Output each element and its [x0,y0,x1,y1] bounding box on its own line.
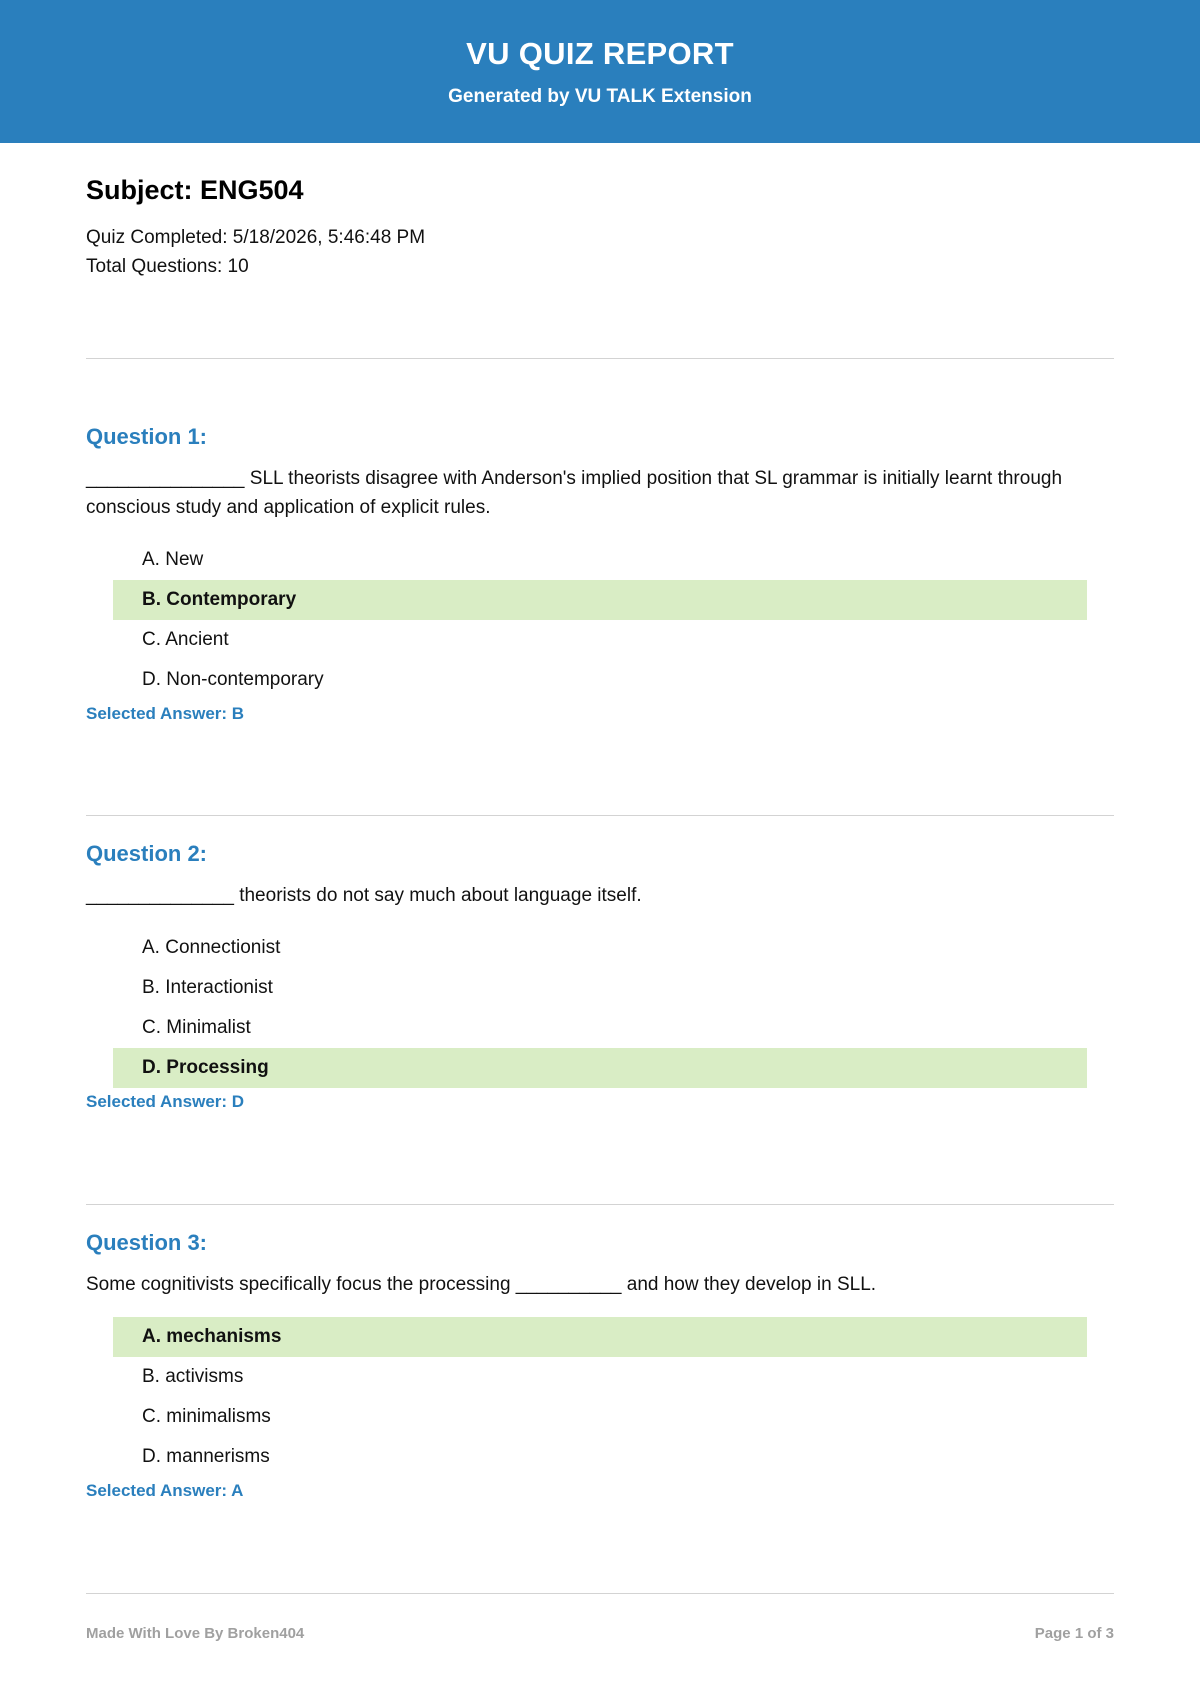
section-divider [86,1204,1114,1205]
option-item: C. minimalisms [142,1406,271,1427]
option-list [113,928,1087,1088]
question-title: Question 2: [86,841,208,866]
question-text: Some cognitivists specifically focus the processing __________ and how they develop in SLL. [86,1274,877,1295]
option-item-selected: D. Processing [113,1048,1087,1088]
option-item: C. Minimalist [142,1017,251,1038]
question-text: _______________ SLL theorists disagree with Anderson's implied position that SL grammar is initially learnt through conscious study and application of explicit rules. [86,468,1063,518]
total-questions-text: Total Questions: 10 [86,256,249,277]
selected-answer: Selected Answer: A [86,1481,244,1500]
report-title: VU QUIZ REPORT [466,36,734,71]
option-list [113,1317,1087,1477]
quiz-completed-text: Quiz Completed: 5/18/2026, 5:46:48 PM [86,227,426,248]
option-item-selected: A. mechanisms [113,1317,1087,1357]
option-item-selected: B. Contemporary [113,580,1087,620]
section-divider [86,815,1114,816]
option-item: A. Connectionist [142,937,281,958]
footer-credit: Made With Love By Broken404 [86,1625,305,1642]
question-block [86,839,1114,1114]
question-block [86,1228,1114,1503]
option-item: C. Ancient [142,629,229,650]
option-item: D. Non-contemporary [142,669,324,690]
question-text: ______________ theorists do not say much about language itself. [86,885,642,906]
subject-heading: Subject: ENG504 [86,175,304,205]
question-title: Question 1: [86,424,208,449]
section-divider [86,358,1114,359]
report-header [0,0,1200,143]
question-block [86,422,1114,726]
question-title: Question 3: [86,1230,208,1255]
option-item: B. Interactionist [142,977,273,998]
page-number: Page 1 of 3 [1034,1625,1114,1642]
selected-answer: Selected Answer: B [86,704,245,723]
option-item: B. activisms [142,1366,244,1387]
selected-answer: Selected Answer: D [86,1092,245,1111]
option-item: A. New [142,549,204,570]
option-list [113,540,1087,700]
report-subtitle: Generated by VU TALK Extension [448,86,752,107]
option-item: D. mannerisms [142,1446,270,1467]
footer-divider [86,1593,1114,1594]
